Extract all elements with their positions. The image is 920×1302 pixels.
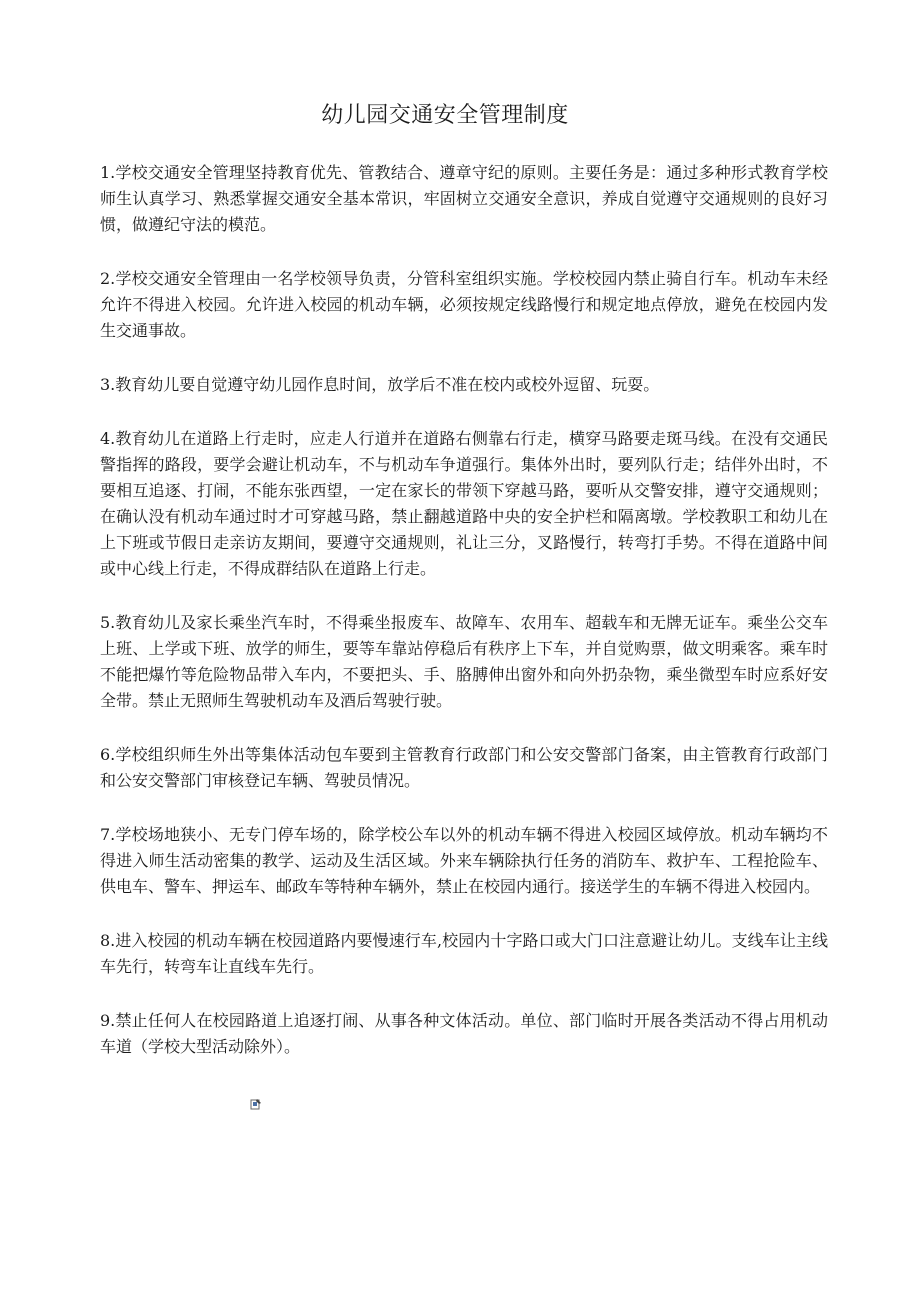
paragraph-7: 7.学校场地狭小、无专门停车场的，除学校公车以外的机动车辆不得进入校园区域停放。机动车辆均不得进入师生活动密集的教学、运动及生活区域。外来车辆除执行任务的消防车、救护车、工程抢险车、供电车、警车、押运车、邮政车等特种车辆外，禁止在校园内通行。接送学生的车辆不得进入校园内。 <box>100 825 828 896</box>
paragraph-1: 1.学校交通安全管理坚持教育优先、管教结合、遵章守纪的原则。主要任务是：通过多种形式教育学校师生认真学习、熟悉掌握交通安全基本常识，牢固树立交通安全意识，养成自觉遵守交通规则的良好习惯，做遵纪守法的模范。 <box>100 163 828 234</box>
document-title: 幼儿园交通安全管理制度 <box>321 103 569 128</box>
paragraph-3: 3.教育幼儿要自觉遵守幼儿园作息时间，放学后不准在校内或校外逗留、玩耍。 <box>100 375 660 394</box>
paragraph-9: 9.禁止任何人在校园路道上追逐打闹、从事各种文体活动。单位、部门临时开展各类活动不得占用机动车道（学校大型活动除外）。 <box>100 1011 828 1056</box>
document-body <box>100 160 828 1088</box>
paragraph-8: 8.进入校园的机动车辆在校园道路内要慢速行车,校园内十字路口或大门口注意避让幼儿。支线车让主线车先行，转弯车让直线车先行。 <box>100 931 828 976</box>
paragraph-5: 5.教育幼儿及家长乘坐汽车时，不得乘坐报废车、故障车、农用车、超载车和无牌无证车。乘坐公交车上班、上学或下班、放学的师生，要等车靠站停稳后有秩序上下车，并自觉购票，做文明乘客。乘车时不能把爆竹等危险物品带入车内，不要把头、手、胳膊伸出窗外和向外扔杂物，乘坐微型车时应系好安全带。禁止无照师生驾驶机动车及酒后驾驶行驶。 <box>100 613 828 710</box>
image-placeholder-icon <box>250 1098 262 1110</box>
paragraph-6: 6.学校组织师生外出等集体活动包车要到主管教育行政部门和公安交警部门备案，由主管教育行政部门和公安交警部门审核登记车辆、驾驶员情况。 <box>100 745 828 790</box>
paragraph-4: 4.教育幼儿在道路上行走时，应走人行道并在道路右侧靠右行走，横穿马路要走斑马线。在没有交通民警指挥的路段，要学会避让机动车，不与机动车争道强行。集体外出时，要列队行走；结伴外出时，不要相互追逐、打闹，不能东张西望，一定在家长的带领下穿越马路，要听从交警安排，遵守交通规则；在确认没有机动车通过时才可穿越马路，禁止翻越道路中央的安全护栏和隔离墩。学校教职工和幼儿在上下班或节假日走亲访友期间，要遵守交通规则，礼让三分，叉路慢行，转弯打手势。不得在道路中间或中心线上行走，不得成群结队在道路上行走。 <box>100 429 828 578</box>
paragraph-2: 2.学校交通安全管理由一名学校领导负责，分管科室组织实施。学校校园内禁止骑自行车。机动车未经允许不得进入校园。允许进入校园的机动车辆，必须按规定线路慢行和规定地点停放，避免在校园内发生交通事故。 <box>100 269 828 340</box>
